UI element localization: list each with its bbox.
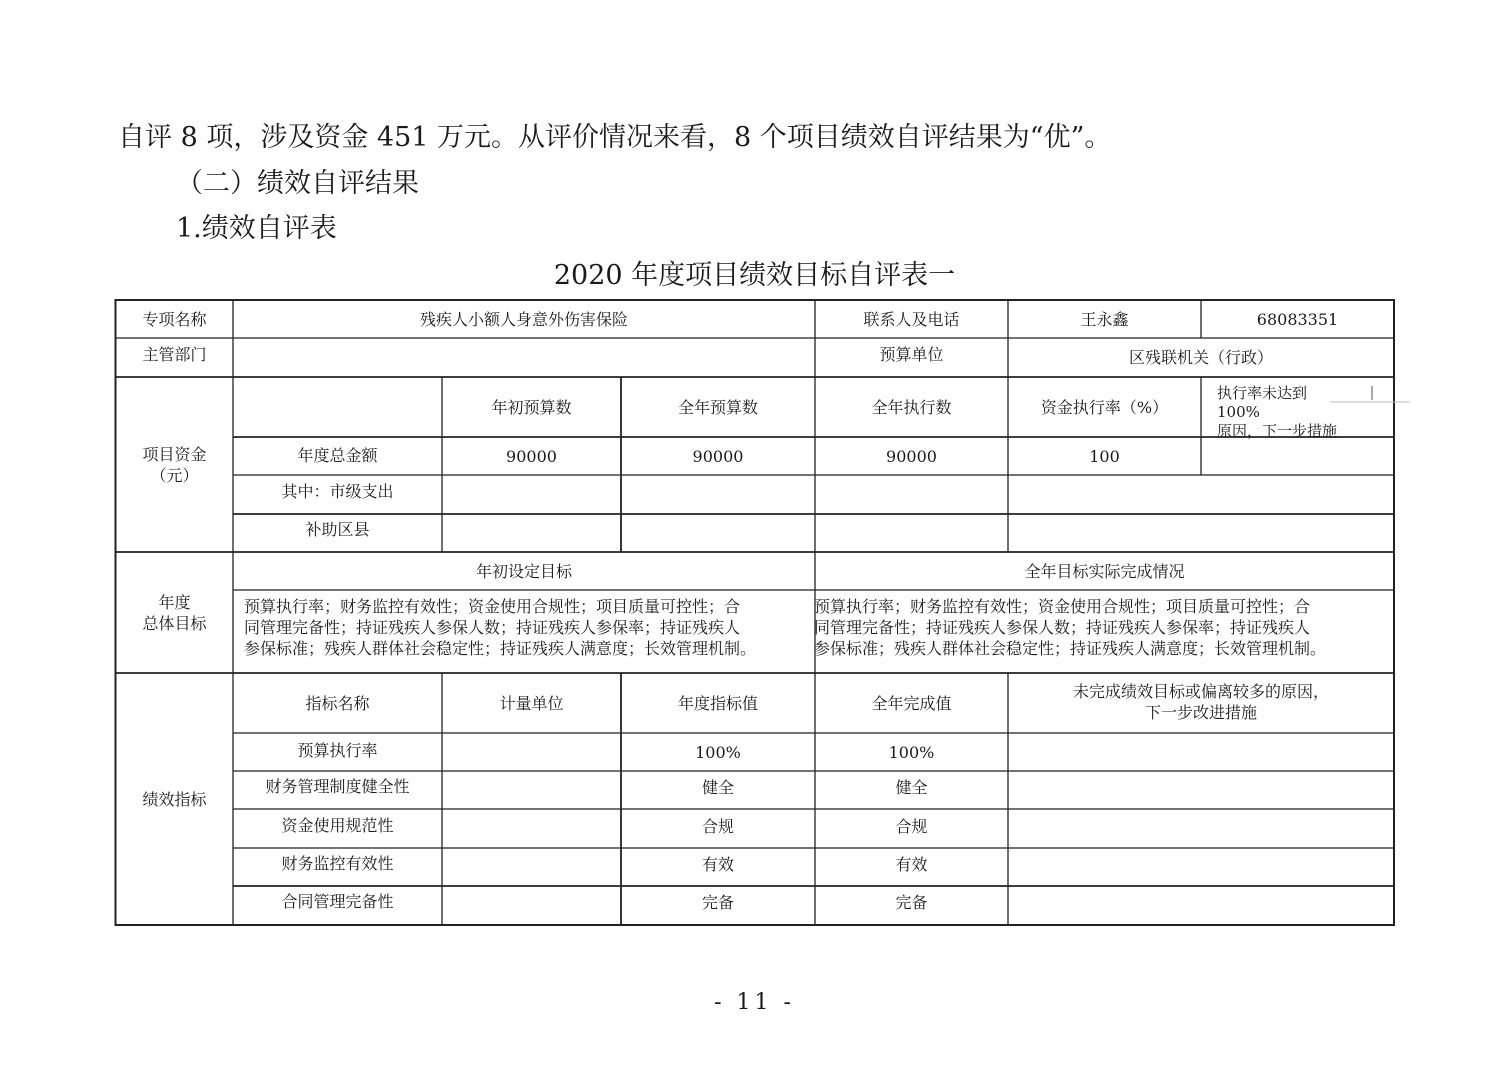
funds-row-annual [621, 475, 815, 514]
funds-row-label: 其中：市级支出 [281, 481, 394, 501]
indicator-unit [442, 771, 621, 803]
indicator-done: 有效 [895, 854, 928, 874]
funds-row-rate [1008, 514, 1394, 552]
dept-value [233, 338, 815, 377]
table-title: 2020 年度项目绩效目标自评表一 [553, 260, 956, 291]
col-exec-rate: 资金执行率（%） [1040, 397, 1169, 417]
goals-set-header: 年初设定目标 [475, 561, 572, 581]
funds-row-rate [1008, 475, 1394, 514]
indicator-unit [442, 733, 621, 771]
indicator-name: 财务管理制度健全性 [265, 776, 410, 796]
indicator-target: 100% [695, 742, 741, 762]
funds-row-executed [815, 514, 1008, 552]
funds-row-initial [442, 475, 621, 514]
indicator-reason [1008, 809, 1394, 848]
col-reason [1008, 673, 1394, 733]
indicator-reason [1008, 848, 1394, 886]
page-number: - 11 - [714, 990, 795, 1015]
col-annual-budget: 全年预算数 [677, 397, 758, 417]
contact-name: 王永鑫 [1080, 309, 1129, 329]
indicator-done: 100% [888, 742, 935, 762]
col-target: 年度指标值 [677, 693, 758, 713]
indicator-name: 预算执行率 [297, 740, 378, 760]
goals-label [116, 552, 233, 673]
contact-label: 联系人及电话 [863, 309, 960, 329]
funds-row-executed [815, 475, 1008, 514]
indicator-target: 健全 [701, 777, 734, 797]
goals-set-text: 预算执行率；财务监控有效性；资金使用合规性；项目质量可控性；合 同管理完备性；持证残疾人参保人数；持证残疾人参保率；持证残疾人 参保标准；残疾人群体社会稳定性；持证残疾人满意度；长效管理机制。 [244, 597, 757, 658]
exec-rate-note-text: 执行率未达到 100% 原因，下一步措施 [1217, 384, 1338, 440]
subsection-heading: 1.绩效自评表 [176, 213, 337, 244]
project-name-label: 专项名称 [142, 309, 207, 329]
indicator-done: 健全 [895, 777, 928, 797]
dept-label: 主管部门 [142, 344, 207, 364]
indicator-unit [442, 809, 621, 843]
funds-label [116, 377, 233, 552]
indicator-reason [1008, 771, 1394, 809]
indicator-reason [1008, 886, 1394, 925]
indicator-target: 合规 [701, 816, 734, 836]
goals-actual-text: 预算执行率；财务监控有效性；资金使用合规性；项目质量可控性；合 同管理完备性；持证残疾人参保人数；持证残疾人参保率；持证残疾人 参保标准；残疾人群体社会稳定性；持证残疾人满意度；长效管理机制。 [814, 597, 1327, 658]
funds-row-label: 年度总金额 [297, 445, 378, 465]
intro-line-1: 自评 8 项，涉及资金 451 万元。从评价情况来看，8 个项目绩效自评结果为“优”。 [118, 122, 1112, 153]
funds-row-executed: 90000 [886, 446, 937, 466]
funds-row-rate: 100 [1089, 446, 1120, 466]
contact-phone: 68083351 [1256, 309, 1339, 329]
indicator-name: 资金使用规范性 [281, 815, 394, 835]
section-heading: （二）绩效自评结果 [176, 168, 419, 199]
indicator-reason [1008, 733, 1394, 771]
indicator-unit [442, 848, 621, 880]
funds-row-annual [621, 514, 815, 552]
indicator-name: 合同管理完备性 [281, 891, 394, 911]
goals-label-text: 年度 总体目标 [142, 592, 207, 633]
funds-row-initial [442, 514, 621, 552]
project-name: 残疾人小额人身意外伤害保险 [419, 309, 628, 329]
col-reason-text: 未完成绩效目标或偏离较多的原因， 下一步改进措施 [1072, 682, 1329, 722]
col-done: 全年完成值 [871, 693, 952, 713]
indicators-label: 绩效指标 [142, 789, 207, 809]
indicator-done: 完备 [895, 892, 928, 912]
exec-rate-note-header [1217, 384, 1387, 464]
indicator-target: 有效 [701, 854, 734, 874]
funds-row-initial: 90000 [506, 446, 557, 466]
funds-label-text: 项目资金 （元） [142, 444, 207, 485]
col-executed: 全年执行数 [871, 397, 952, 417]
indicator-done: 合规 [895, 816, 928, 836]
funds-row-annual: 90000 [692, 446, 744, 466]
funds-row-label: 补助区县 [305, 519, 370, 539]
indicator-name: 财务监控有效性 [281, 853, 394, 873]
goals-actual-header: 全年目标实际完成情况 [1024, 561, 1185, 581]
col-unit: 计量单位 [499, 693, 564, 713]
budget-unit-label: 预算单位 [879, 344, 944, 364]
budget-unit: 区残联机关（行政） [1128, 348, 1273, 367]
col-initial-budget: 年初预算数 [491, 397, 572, 417]
col-indicator-name: 指标名称 [305, 693, 370, 713]
indicator-unit [442, 886, 621, 918]
indicator-target: 完备 [701, 892, 734, 912]
